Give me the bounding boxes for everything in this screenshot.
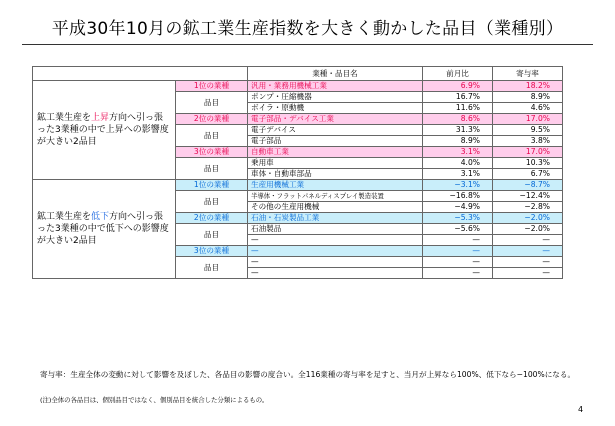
industry-contrib: 17.0% xyxy=(493,114,563,125)
header-blank xyxy=(33,67,248,81)
item-name: 半導体・フラットパネルディスプレイ製造装置 xyxy=(248,191,423,202)
item-prev: 3.1% xyxy=(423,169,493,180)
item-name: その他の生産用機械 xyxy=(248,202,423,213)
item-prev: −16.8% xyxy=(423,191,493,202)
item-sub-label: 品目 xyxy=(176,224,248,246)
industry-name: — xyxy=(248,246,423,257)
industry-prev: 3.1% xyxy=(423,147,493,158)
item-name: — xyxy=(248,257,423,268)
industry-prev: −3.1% xyxy=(423,180,493,191)
industry-name: 自動車工業 xyxy=(248,147,423,158)
rank-label: 3位の業種 xyxy=(176,147,248,158)
group-label-text: 方向へ引っ張った3業種の中で上昇への影響度が大きい2品目 xyxy=(37,113,169,147)
header-item-name: 業種・品目名 xyxy=(248,67,423,81)
group-label-emphasis: 上昇 xyxy=(91,113,110,123)
table-header-row xyxy=(33,67,563,81)
rank-label: 1位の業種 xyxy=(176,81,248,92)
industry-name: 電子部品・デバイス工業 xyxy=(248,114,423,125)
item-name: — xyxy=(248,235,423,246)
item-sub-label: 品目 xyxy=(176,125,248,147)
item-prev: 16.7% xyxy=(423,92,493,103)
group-label-down xyxy=(33,180,176,279)
item-contrib: 4.6% xyxy=(493,103,563,114)
item-contrib: 3.8% xyxy=(493,136,563,147)
item-sub-label: 品目 xyxy=(176,158,248,180)
item-sub-label: 品目 xyxy=(176,92,248,114)
title-divider xyxy=(22,44,593,45)
item-sub-label: 品目 xyxy=(176,257,248,279)
header-prev-month: 前月比 xyxy=(423,67,493,81)
item-name: ポンプ・圧縮機器 xyxy=(248,92,423,103)
item-name: 電子部品 xyxy=(248,136,423,147)
industry-contrib: −2.0% xyxy=(493,213,563,224)
group-label-emphasis: 低下 xyxy=(91,212,110,222)
contribution-footnote: 寄与率：生産全体の変動に対して影響を及ぼした、各品目の影響の度合い。全116業種の寄与率を足すと、当月が上昇なら100%、低下なら−100%になる。 xyxy=(40,370,576,379)
item-contrib: −2.8% xyxy=(493,202,563,213)
industry-name: 汎用・業務用機械工業 xyxy=(248,81,423,92)
item-contrib: — xyxy=(493,257,563,268)
note-footnote: (注)全体の各品目は、個別品目ではなく、個別品目を統合した分類によるもの。 xyxy=(40,396,269,404)
item-name: 車体・自動車部品 xyxy=(248,169,423,180)
item-prev: −5.6% xyxy=(423,224,493,235)
item-contrib: −2.0% xyxy=(493,224,563,235)
item-contrib: — xyxy=(493,268,563,279)
rank-label: 1位の業種 xyxy=(176,180,248,191)
industry-contrib: 17.0% xyxy=(493,147,563,158)
group-label-text: 方向へ引っ張った3業種の中で低下への影響度が大きい2品目 xyxy=(37,212,169,246)
page-title: 平成30年10月の鉱工業生産指数を大きく動かした品目（業種別） xyxy=(51,19,564,39)
item-contrib: 8.9% xyxy=(493,92,563,103)
item-prev: −4.9% xyxy=(423,202,493,213)
industry-prev: — xyxy=(423,246,493,257)
item-contrib: −12.4% xyxy=(493,191,563,202)
item-name: 電子デバイス xyxy=(248,125,423,136)
item-prev: — xyxy=(423,268,493,279)
item-name: 石油製品 xyxy=(248,224,423,235)
item-prev: — xyxy=(423,235,493,246)
header-contribution: 寄与率 xyxy=(493,67,563,81)
group-label-text: 鉱工業生産を xyxy=(37,113,92,123)
table-row xyxy=(33,180,563,191)
rank-label: 3位の業種 xyxy=(176,246,248,257)
industry-contrib: — xyxy=(493,246,563,257)
ranking-table xyxy=(32,66,563,279)
item-name: — xyxy=(248,268,423,279)
item-prev: 8.9% xyxy=(423,136,493,147)
page-number: 4 xyxy=(578,405,584,414)
item-name: ボイラ・原動機 xyxy=(248,103,423,114)
item-prev: 11.6% xyxy=(423,103,493,114)
group-label-up xyxy=(33,81,176,180)
item-prev: 4.0% xyxy=(423,158,493,169)
rank-label: 2位の業種 xyxy=(176,114,248,125)
item-contrib: 6.7% xyxy=(493,169,563,180)
item-prev: 31.3% xyxy=(423,125,493,136)
industry-name: 生産用機械工業 xyxy=(248,180,423,191)
industry-contrib: 18.2% xyxy=(493,81,563,92)
item-contrib: 10.3% xyxy=(493,158,563,169)
item-contrib: — xyxy=(493,235,563,246)
item-prev: — xyxy=(423,257,493,268)
industry-prev: −5.3% xyxy=(423,213,493,224)
item-contrib: 9.5% xyxy=(493,125,563,136)
industry-name: 石油・石炭製品工業 xyxy=(248,213,423,224)
table-row xyxy=(33,81,563,92)
industry-prev: 6.9% xyxy=(423,81,493,92)
group-label-text: 鉱工業生産を xyxy=(37,212,92,222)
industry-contrib: −8.7% xyxy=(493,180,563,191)
item-name: 乗用車 xyxy=(248,158,423,169)
industry-prev: 8.6% xyxy=(423,114,493,125)
rank-label: 2位の業種 xyxy=(176,213,248,224)
item-sub-label: 品目 xyxy=(176,191,248,213)
